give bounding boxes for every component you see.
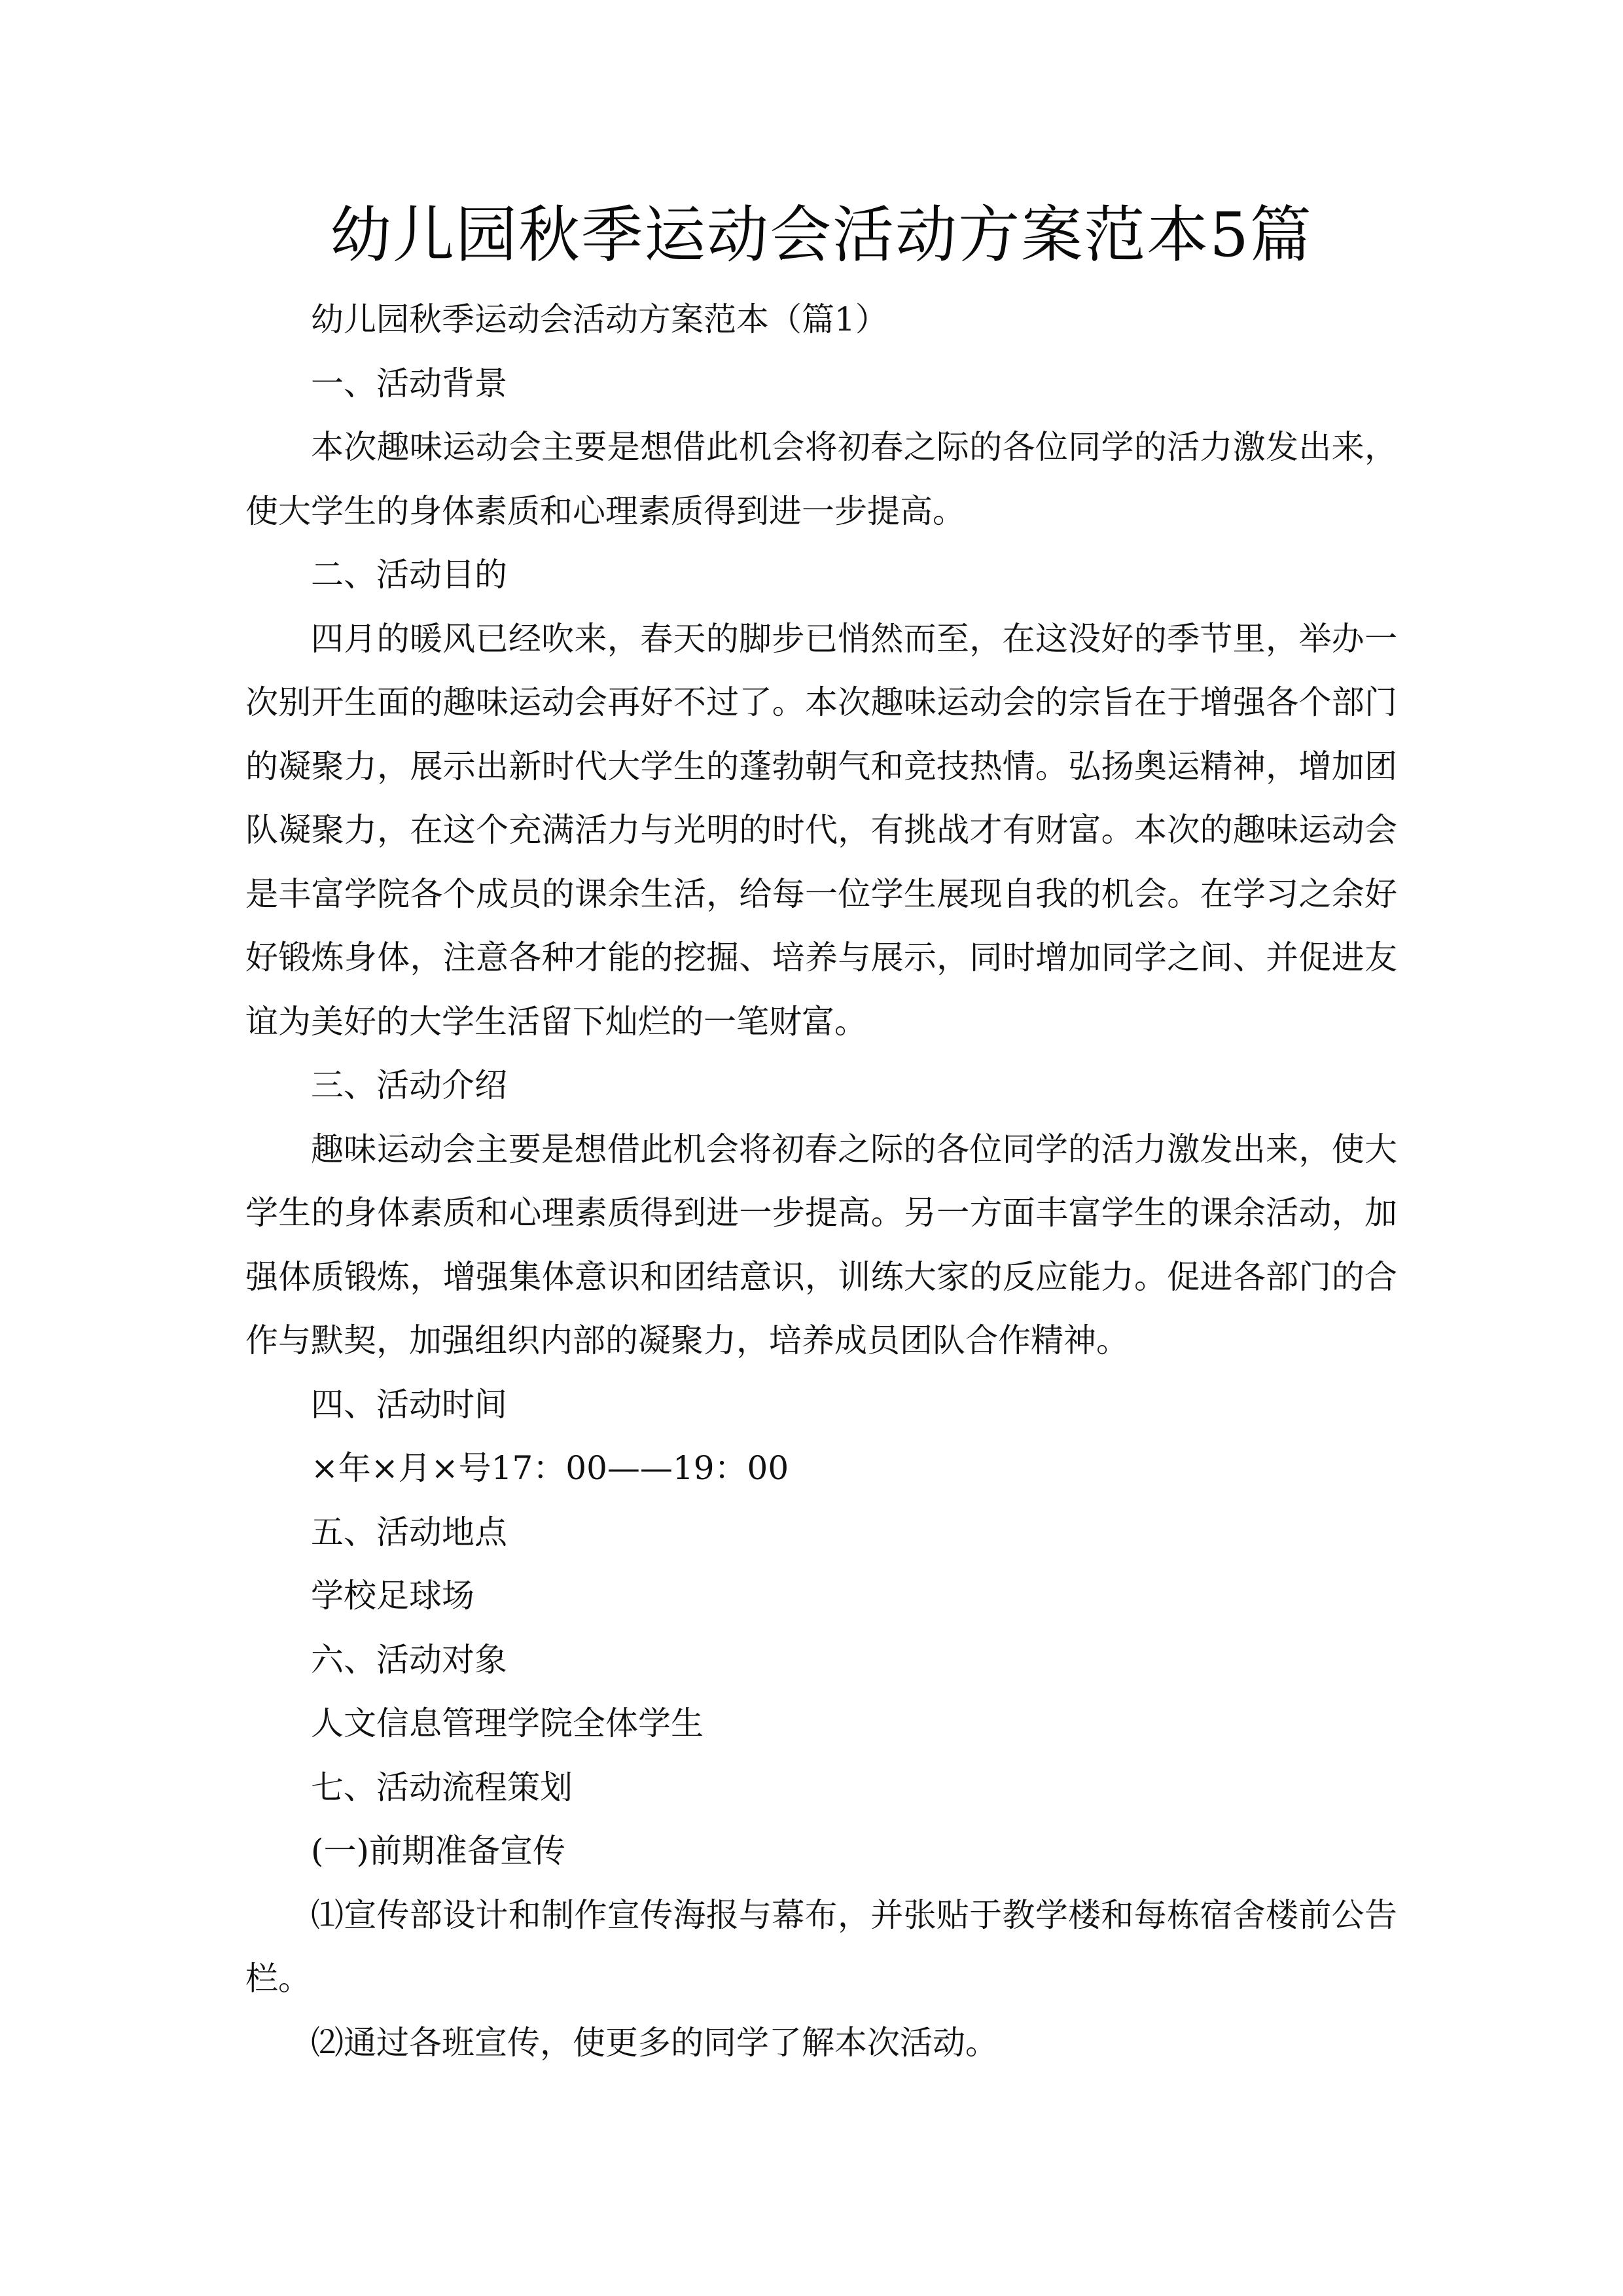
paragraph-location: 学校足球场 xyxy=(311,1577,474,1615)
document-title: 幼儿园秋季运动会活动方案范本5篇 xyxy=(330,200,1313,271)
heading-participants: 六、活动对象 xyxy=(311,1640,507,1679)
list-item-2: ⑵通过各班宣传，使更多的同学了解本次活动。 xyxy=(311,2023,998,2062)
heading-time: 四、活动时间 xyxy=(311,1385,507,1424)
paragraph-background: 本次趣味运动会主要是想借此机会将初春之际的各位同学的活力激发出来，使大学生的身体素质和心理素质得到进一步提高。 xyxy=(245,428,1397,530)
heading-introduction: 三、活动介绍 xyxy=(311,1066,507,1104)
paragraph-time: ×年×月×号17：00——19：00 xyxy=(311,1449,789,1487)
paragraph-participants: 人文信息管理学院全体学生 xyxy=(311,1704,704,1742)
subheading-preparation: (一)前期准备宣传 xyxy=(311,1832,566,1870)
heading-background: 一、活动背景 xyxy=(311,364,507,403)
list-item-1: ⑴宣传部设计和制作宣传海报与幕布，并张贴于教学楼和每栋宿舍楼前公告栏。 xyxy=(245,1895,1397,1998)
document-body xyxy=(245,288,1397,2075)
heading-process: 七、活动流程策划 xyxy=(311,1768,573,1806)
heading-purpose: 二、活动目的 xyxy=(311,556,507,594)
paragraph-purpose: 四月的暖风已经吹来，春天的脚步已悄然而至，在这没好的季节里，举办一次别开生面的趣味运动会再好不过了。本次趣味运动会的宗旨在于增强各个部门的凝聚力，展示出新时代大学生的蓬勃朝气和竞技热情。弘扬奥运精神，增加团队凝聚力，在这个充满活力与光明的时代，有挑战才有财富。本次的趣味运动会是丰富学院各个成员的课余生活，给每一位学生展现自我的机会。在学习之余好好锻炼身体，注意各种才能的挖掘、培养与展示，同时增加同学之间、并促进友谊为美好的大学生活留下灿烂的一笔财富。 xyxy=(245,619,1397,1041)
paragraph-introduction: 趣味运动会主要是想借此机会将初春之际的各位同学的活力激发出来，使大学生的身体素质和心理素质得到进一步提高。另一方面丰富学生的课余活动，加强体质锻炼，增强集体意识和团结意识，训练大家的反应能力。促进各部门的合作与默契，加强组织内部的凝聚力，培养成员团队合作精神。 xyxy=(245,1130,1397,1359)
section-subtitle: 幼儿园秋季运动会活动方案范本（篇1） xyxy=(311,300,888,338)
heading-location: 五、活动地点 xyxy=(311,1513,507,1551)
